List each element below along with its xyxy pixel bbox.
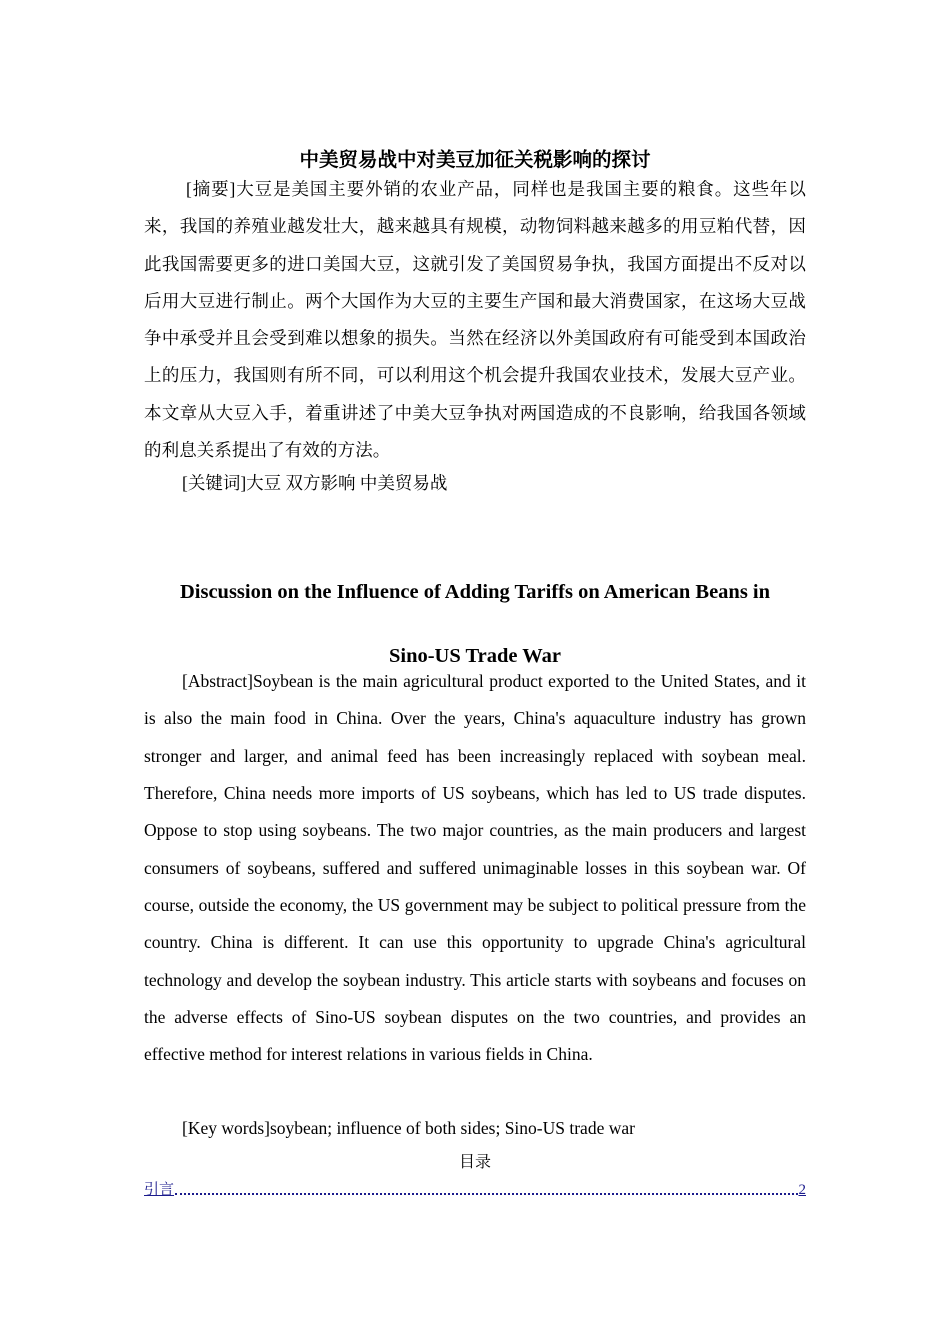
toc-dot-leader bbox=[175, 1193, 797, 1195]
toc-entry-introduction[interactable] bbox=[144, 1177, 806, 1199]
chinese-keywords: [关键词]大豆 双方影响 中美贸易战 bbox=[182, 473, 448, 493]
chinese-title: 中美贸易战中对美豆加征关税影响的探讨 bbox=[299, 150, 651, 171]
english-keywords: [Key words]soybean; influence of both sides; Sino-US trade war bbox=[182, 1118, 635, 1138]
toc-entry-page-number: 2 bbox=[798, 1182, 806, 1198]
chinese-abstract: [摘要]大豆是美国主要外销的农业产品，同样也是我国主要的粮食。这些年以来，我国的养殖业越发壮大，越来越具有规模，动物饲料越来越多的用豆粕代替，因此我国需要更多的进口美国大豆，这就引发了美国贸易争执，我国方面提出不反对以后用大豆进行制止。两个大国作为大豆的主要生产国和最大消费国家，在这场大豆战争中承受并且会受到难以想象的损失。当然在经济以外美国政府有可能受到本国政治上的压力，我国则有所不同，可以利用这个机会提升我国农业技术，发展大豆产业。本文章从大豆入手，着重讲述了中美大豆争执对两国造成的不良影响，给我国各领域的利息关系提出了有效的方法。 bbox=[144, 179, 806, 461]
english-title-line1: Discussion on the Influence of Adding Tariffs on American Beans in bbox=[179, 581, 771, 603]
english-title-line2: Sino-US Trade War bbox=[388, 645, 561, 667]
toc-heading: 目录 bbox=[458, 1154, 491, 1171]
toc-entry-label: 引言 bbox=[144, 1182, 175, 1198]
english-abstract: [Abstract]Soybean is the main agricultural product exported to the United States, and it is also the main food in China. Over the years, China's aquaculture industry has grown stronger and larger, and animal feed has been increasingly replaced with soybean meal. Therefore, China needs more imports of US soybeans, which has led to US trade disputes. Oppose to stop using soybeans. The two major countries, as the main producers and largest consumers of soybeans, suffered and suffered unimaginable losses in this soybean war. Of course, outside the economy, the US government may be subject to political pressure from the country. China is different. It can use this opportunity to upgrade China's agricultural technology and develop the soybean industry. This article starts with soybeans and focuses on the adverse effects of Sino-US soybean disputes on the two countries, and provides an effective method for interest relations in various fields in China. bbox=[144, 671, 806, 1065]
